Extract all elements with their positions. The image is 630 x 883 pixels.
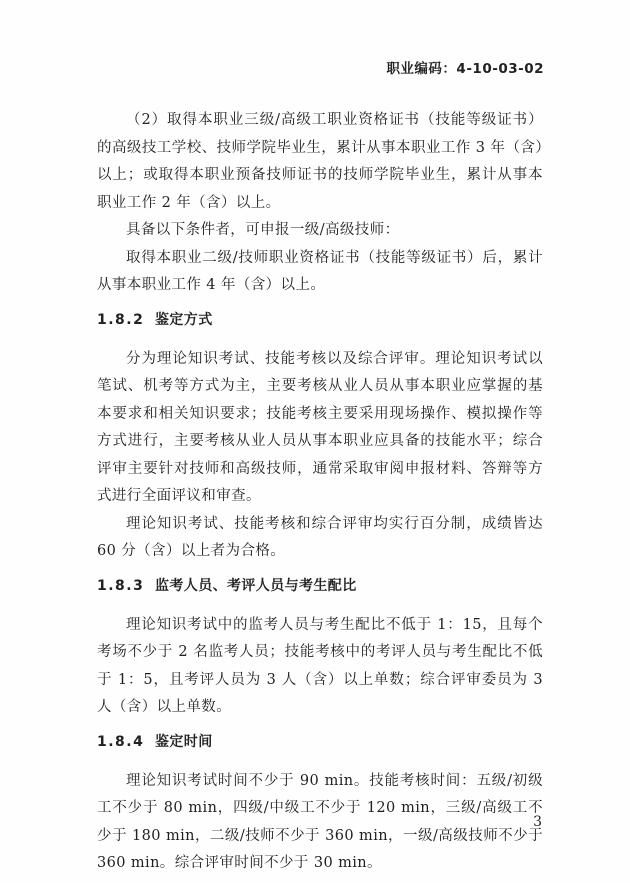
paragraph-appraisal-time: 理论知识考试时间不少于 90 min。技能考核时间：五级/初级工不少于 80 min，四级/中级工不少于 120 min，三级/高级工不少于 180 min，二级/技师不少于 360 min，一级/高级技师不少于 360 min。综合评审时间不少于 30 min。 [97, 772, 543, 871]
paragraph-senior-technician-condition: 取得本职业二级/技师职业资格证书（技能等级证书）后，累计从事本职业工作 4 年（含）以上。 [97, 249, 543, 293]
occupation-code-header: 职业编码：4-10-03-02 [386, 61, 544, 77]
document-body [97, 107, 543, 878]
section-heading-appraisal-time [97, 731, 543, 753]
section-title: 监考人员、考评人员与考生配比 [155, 577, 357, 594]
section-number: 1.8.2 [97, 311, 145, 328]
page-number: 3 [533, 814, 542, 830]
paragraph-staff-ratio: 理论知识考试中的监考人员与考生配比不低于 1：15，且每个考场不少于 2 名监考人员；技能考核中的考评人员与考生配比不低于 1：5，且考评人员为 3 人（含）以上单数；综合评审委员为 3 人（含）以上单数。 [97, 616, 543, 715]
paragraph-appraisal-method: 分为理论知识考试、技能考核以及综合评审。理论知识考试以笔试、机考等方式为主，主要考核从业人员从事本职业应掌握的基本要求和相关知识要求；技能考核主要采用现场操作、模拟操作等方式进行，主要考核从业人员从事本职业应具备的技能水平；综合评审主要针对技师和高级技师，通常采取审阅申报材料、答辩等方式进行全面评议和审查。 [97, 350, 543, 504]
section-number: 1.8.4 [97, 733, 145, 750]
section-heading-staff-ratio [97, 575, 543, 597]
section-title: 鉴定方式 [155, 311, 213, 328]
section-number: 1.8.3 [97, 577, 145, 594]
section-title: 鉴定时间 [155, 733, 213, 750]
paragraph-scoring: 理论知识考试、技能考核和综合评审均实行百分制，成绩皆达 60 分（含）以上者为合格。 [97, 515, 543, 559]
section-heading-appraisal-method [97, 309, 543, 331]
paragraph-qualification-2: （2）取得本职业三级/高级工职业资格证书（技能等级证书）的高级技工学校、技师学院毕业生，累计从事本职业工作 3 年（含）以上；或取得本职业预备技师证书的技师学院毕业生，累计从事本职业工作 2 年（含）以上。 [97, 112, 543, 211]
paragraph-senior-technician-intro: 具备以下条件者，可申报一级/高级技师： [126, 222, 400, 238]
